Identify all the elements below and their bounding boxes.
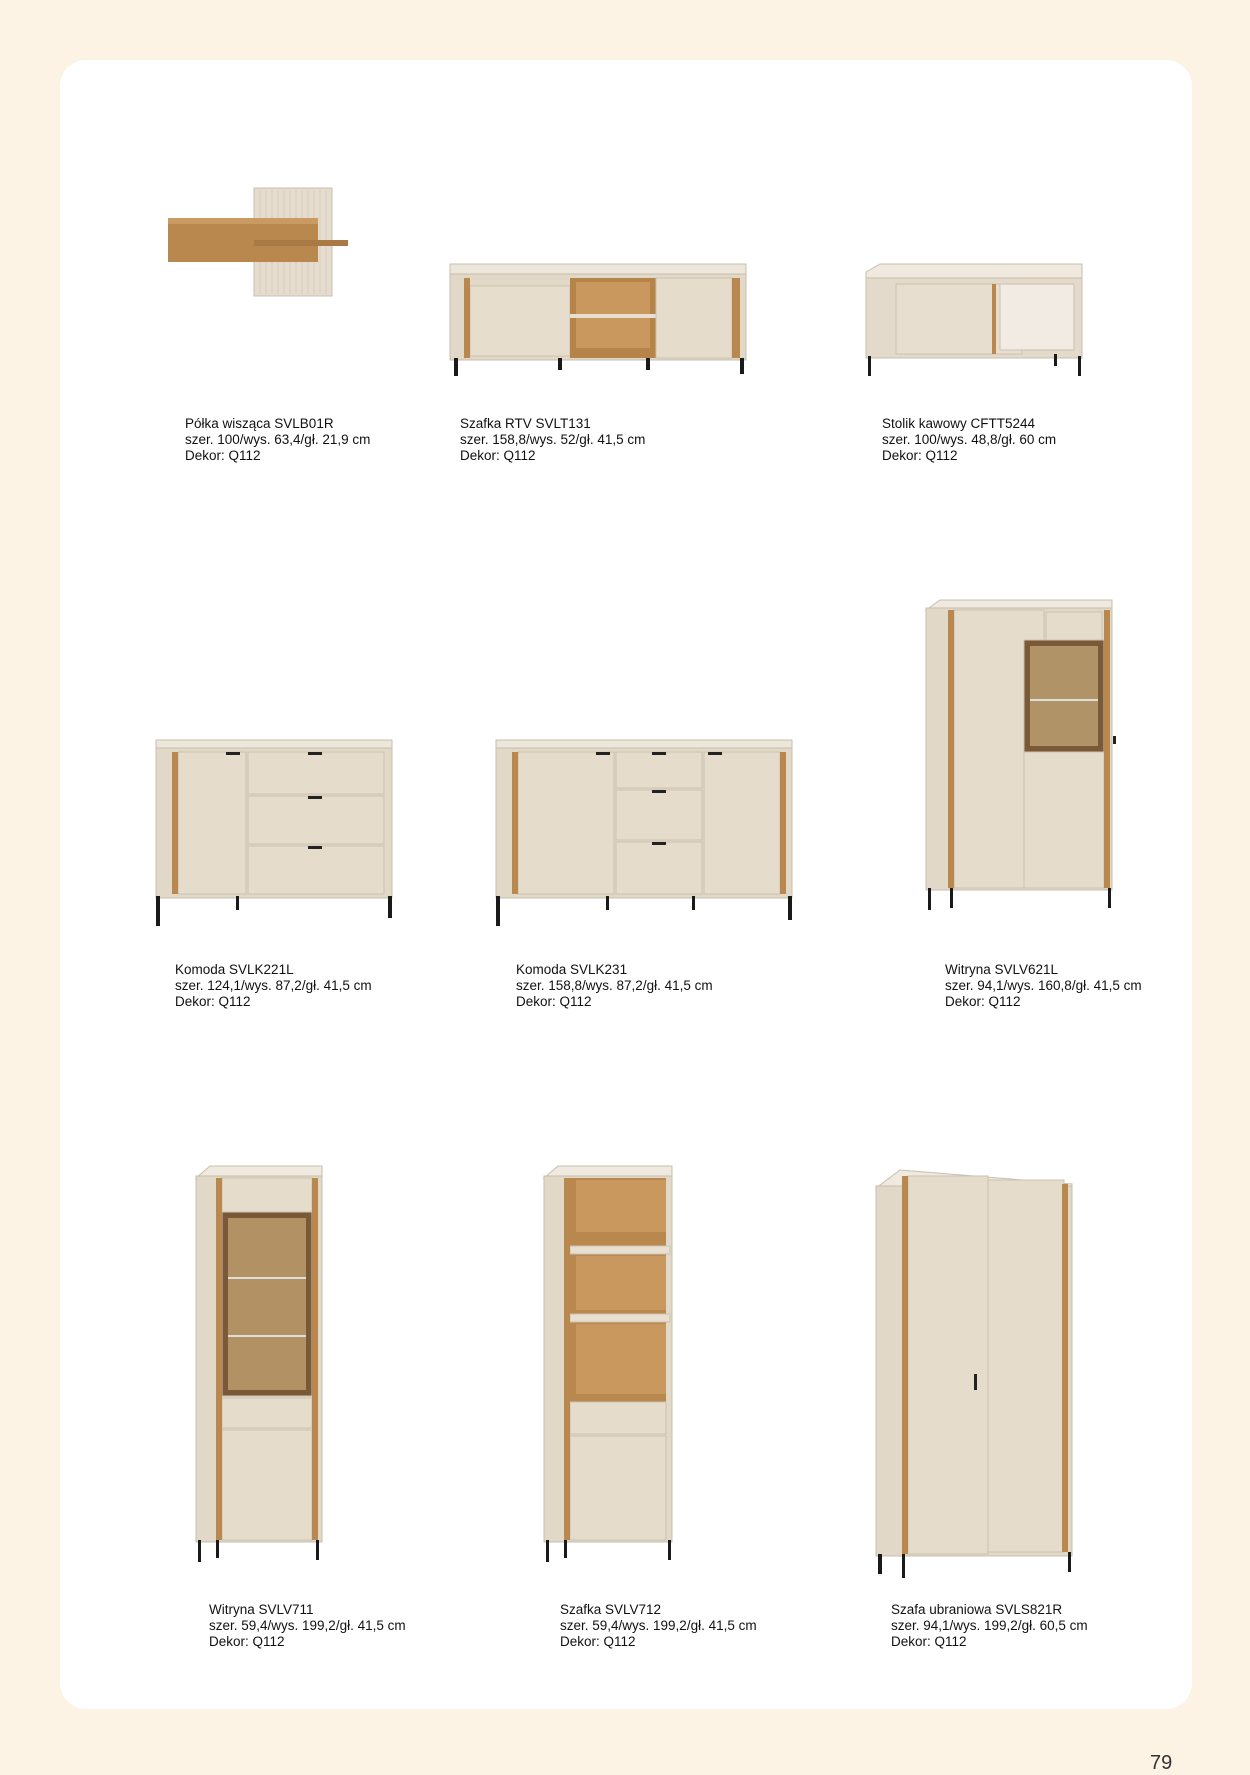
product-image-witryna-svlv711	[196, 1166, 322, 1562]
product-dimensions: szer. 94,1/wys. 199,2/gł. 60,5 cm	[891, 1618, 1088, 1633]
product-name: Szafka SVLV712	[560, 1602, 662, 1617]
product-caption-6	[945, 962, 1142, 1010]
product-caption-1	[185, 416, 370, 464]
product-caption-5	[516, 962, 713, 1010]
product-decor: Dekor: Q112	[882, 448, 958, 463]
product-caption-2	[460, 416, 645, 464]
product-decor: Dekor: Q112	[175, 994, 251, 1009]
product-dimensions: szer. 94,1/wys. 160,8/gł. 41,5 cm	[945, 978, 1142, 993]
product-dimensions: szer. 59,4/wys. 199,2/gł. 41,5 cm	[560, 1618, 757, 1633]
product-dimensions: szer. 100/wys. 48,8/gł. 60 cm	[882, 432, 1057, 447]
product-name: Witryna SVLV621L	[945, 962, 1059, 977]
product-caption-4	[175, 962, 372, 1010]
product-name: Komoda SVLK231	[516, 962, 628, 977]
product-caption-7	[209, 1602, 406, 1650]
product-image-komoda-svlk231	[496, 740, 794, 926]
product-image-polka-wiszaca	[168, 188, 348, 298]
product-decor: Dekor: Q112	[185, 448, 261, 463]
product-caption-8	[560, 1602, 757, 1650]
product-decor: Dekor: Q112	[891, 1634, 967, 1649]
product-dimensions: szer. 100/wys. 63,4/gł. 21,9 cm	[185, 432, 371, 447]
product-dimensions: szer. 158,8/wys. 52/gł. 41,5 cm	[460, 432, 646, 447]
product-decor: Dekor: Q112	[945, 994, 1021, 1009]
product-decor: Dekor: Q112	[209, 1634, 285, 1649]
product-name: Witryna SVLV711	[209, 1602, 314, 1617]
product-image-witryna-svlv621l	[926, 600, 1112, 910]
product-name: Szafka RTV SVLT131	[460, 416, 591, 431]
product-name: Półka wisząca SVLB01R	[185, 416, 334, 431]
product-dimensions: szer. 124,1/wys. 87,2/gł. 41,5 cm	[175, 978, 372, 993]
product-caption-9	[891, 1602, 1088, 1650]
product-decor: Dekor: Q112	[560, 1634, 636, 1649]
product-name: Szafa ubraniowa SVLS821R	[891, 1602, 1063, 1617]
product-image-szafka-svlv712	[544, 1166, 674, 1562]
product-image-szafka-rtv	[450, 264, 748, 376]
product-caption-3	[882, 416, 1056, 464]
product-name: Stolik kawowy CFTT5244	[882, 416, 1036, 431]
product-image-komoda-svlk221l	[156, 740, 394, 926]
product-image-szafa-svls821r	[876, 1170, 1072, 1574]
product-dimensions: szer. 158,8/wys. 87,2/gł. 41,5 cm	[516, 978, 713, 993]
page-number: 79	[1150, 1752, 1173, 1774]
product-decor: Dekor: Q112	[516, 994, 592, 1009]
product-name: Komoda SVLK221L	[175, 962, 294, 977]
product-decor: Dekor: Q112	[460, 448, 536, 463]
product-dimensions: szer. 59,4/wys. 199,2/gł. 41,5 cm	[209, 1618, 406, 1633]
product-image-stolik-kawowy	[866, 264, 1082, 376]
